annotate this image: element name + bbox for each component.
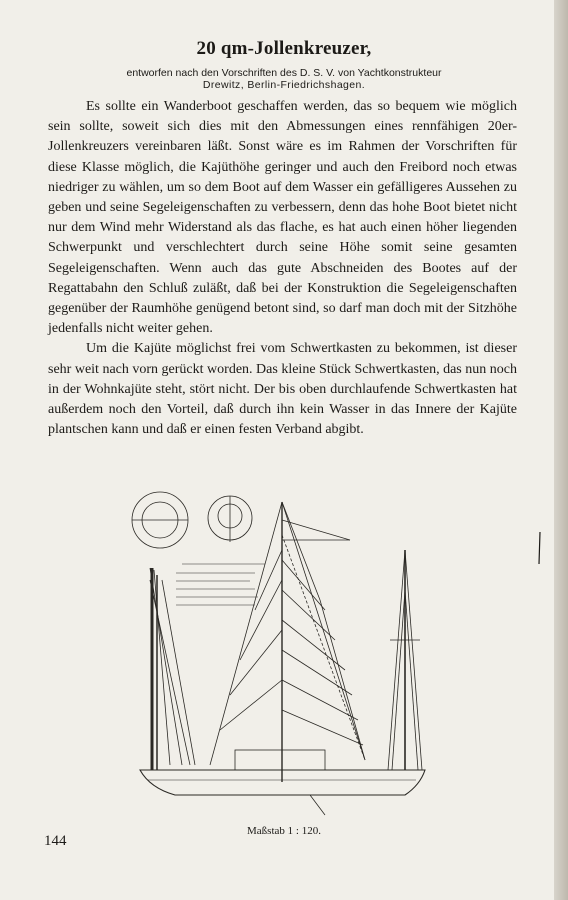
hull-section-sketch: [132, 492, 252, 548]
sail-plan-drawing: [120, 480, 450, 820]
page-edge-shadow: [554, 0, 568, 900]
main-sail-plan: [210, 502, 365, 782]
paragraph-2: Um die Kajüte möglichst frei vom Schwertkasten zu bekommen, ist dieser sehr weit nach vorn gerückt worden. Das kleine Stück Schwertkasten, das nun noch in der Wohnkajüte steht, stört nicht. Der bis oben durchlaufende Schwertkasten hat außerdem noch den Vorteil, daß durch ihn kein Wasser in das Innere der Kajüte plantschen kann und daß er einen festen Verband abgibt.: [48, 341, 517, 438]
legend-box: [176, 564, 265, 605]
left-mast-detail: [150, 568, 195, 770]
figure-caption: Maßstab 1 : 120.: [247, 825, 321, 837]
pen-mark: [534, 528, 548, 588]
subtitle-line-2: Drewitz, Berlin-Friedrichshagen.: [202, 79, 366, 91]
subtitle-line-1: entworfen nach den Vorschriften des D. S. V. von Yachtkonstrukteur: [126, 67, 442, 79]
page-title: 20 qm-Jollenkreuzer,: [196, 38, 372, 59]
subtitle: [60, 67, 508, 91]
page-number: 144: [44, 833, 67, 849]
paragraph-1: Es sollte ein Wanderboot geschaffen werden, das so bequem wie möglich sein sollte, soweit sich dies mit den Abmessungen eines rennfähigen 20er-Jollenkreuzers vereinbaren läßt. Sonst wäre es im Rahmen der Vorschriften für diese Klasse möglich, die Kajüthöhe geringer und auch den Freibord noch etwas niedriger zu wählen, um so dem Boot auf dem Wasser ein gefälligeres Aussehen zu geben und seine Segeleigenschaften zu verbessern, denn das hohe Boot bietet nicht nur dem Wind mehr Widerstand als das flache, es hat auch einen höher liegenden Schwerpunkt und verschlechtert durch seine Höhe somit seine gesamten Segeleigenschaften. Wenn auch das gute Abschneiden des Bootes auf der Regattabahn den Schluß zuläßt, daß bei der Konstruktion die Segeleigenschaften gegenüber der Raumhöhe genügend betont sind, so darf man doch mit der Sitzhöhe jedenfalls nicht weiter gehen.: [48, 99, 517, 337]
body-text: [48, 97, 517, 440]
right-mast-detail: [388, 550, 422, 770]
